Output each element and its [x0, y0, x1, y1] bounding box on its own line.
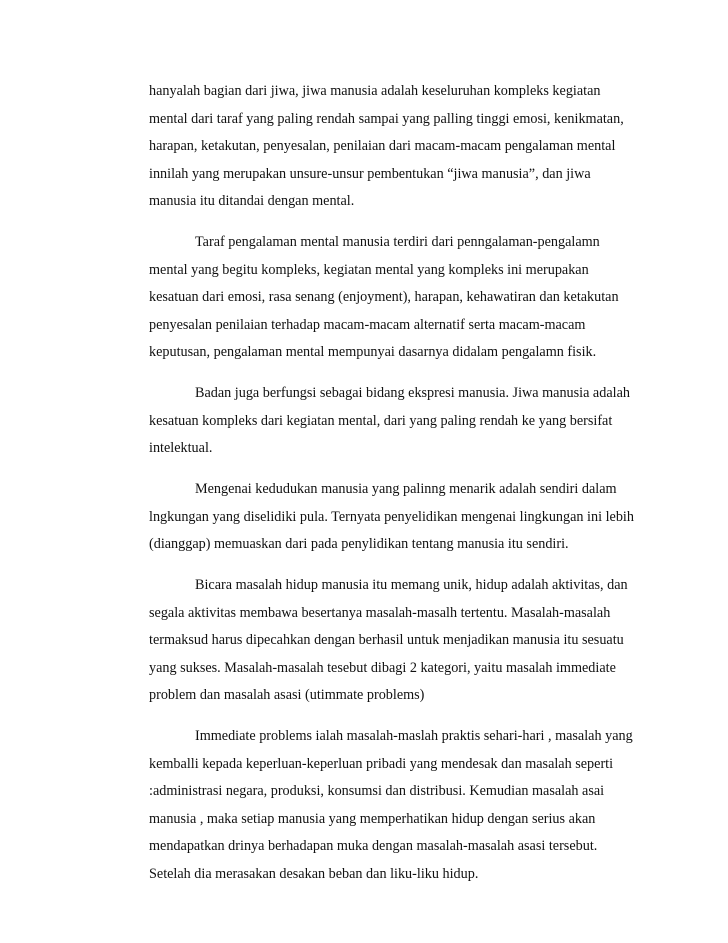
paragraph-line: problem dan masalah asasi (utimmate problems)	[149, 687, 425, 703]
paragraph-line: (dianggap) memuaskan dari pada penylidikan tentang manusia itu sendiri.	[149, 536, 569, 552]
paragraph-line: lngkungan yang diselidiki pula. Ternyata penyelidikan mengenai lingkungan ini lebih	[149, 508, 634, 525]
paragraph-3	[149, 380, 649, 463]
paragraph-line: segala aktivitas membawa besertanya masalah-masalh tertentu. Masalah-masalah	[149, 604, 611, 621]
paragraph-line: Badan juga berfungsi sebagai bidang ekspresi manusia. Jiwa manusia adalah	[195, 385, 630, 401]
paragraph-line: keputusan, pengalaman mental mempunyai dasarnya didalam pengalamn fisik.	[149, 344, 597, 360]
paragraph-line: kesatuan kompleks dari kegiatan mental, dari yang paling rendah ke yang bersifat	[149, 412, 613, 429]
paragraph-4	[149, 476, 649, 559]
paragraph-line: hanyalah bagian dari jiwa, jiwa manusia adalah keseluruhan kompleks kegiatan	[149, 83, 601, 99]
paragraph-line: :administrasi negara, produksi, konsumsi dan distribusi. Kemudian masalah asai	[149, 783, 605, 799]
paragraph-line: kemballi kepada keperluan-keperluan pribadi yang mendesak dan masalah seperti	[149, 755, 614, 772]
paragraph-line: mental dari taraf yang paling rendah sampai yang palling tinggi emosi, kenikmatan,	[149, 110, 624, 127]
paragraph-line: innilah yang merupakan unsure-unsur pembentukan “jiwa manusia”, dan jiwa	[149, 165, 591, 182]
paragraph-1	[149, 78, 649, 216]
paragraph-line: mendapatkan drinya berhadapan muka dengan masalah-masalah asasi tersebut.	[149, 838, 598, 854]
paragraph-line: manusia , maka setiap manusia yang memperhatikan hidup dengan serius akan	[149, 810, 596, 827]
paragraph-line: mental yang begitu kompleks, kegiatan mental yang kompleks ini merupakan	[149, 261, 589, 278]
paragraph-line: kesatuan dari emosi, rasa senang (enjoyment), harapan, kehawatiran dan ketakutan	[149, 289, 619, 305]
paragraph-line: termaksud harus dipecahkan dengan berhasil untuk menjadikan manusia itu sesuatu	[149, 632, 624, 648]
paragraph-line: Bicara masalah hidup manusia itu memang unik, hidup adalah aktivitas, dan	[195, 577, 628, 593]
paragraph-2	[149, 229, 649, 367]
paragraph-line: harapan, ketakutan, penyesalan, penilaian dari macam-macam pengalaman mental	[149, 138, 616, 154]
document-body	[149, 78, 649, 902]
paragraph-6	[149, 723, 649, 888]
paragraph-line: Setelah dia merasakan desakan beban dan liku-liku hidup.	[149, 865, 479, 882]
paragraph-5	[149, 572, 649, 710]
paragraph-line: manusia itu ditandai dengan mental.	[149, 193, 355, 209]
paragraph-line: Mengenai kedudukan manusia yang palinng menarik adalah sendiri dalam	[195, 481, 617, 497]
paragraph-line: yang sukses. Masalah-masalah tesebut dibagi 2 kategori, yaitu masalah immediate	[149, 659, 616, 676]
paragraph-line: Taraf pengalaman mental manusia terdiri dari penngalaman-pengalamn	[195, 234, 600, 250]
paragraph-line: intelektual.	[149, 440, 213, 456]
paragraph-line: penyesalan penilaian terhadap macam-macam alternatif serta macam-macam	[149, 316, 586, 333]
paragraph-line: Immediate problems ialah masalah-maslah praktis sehari-hari , masalah yang	[195, 728, 633, 744]
